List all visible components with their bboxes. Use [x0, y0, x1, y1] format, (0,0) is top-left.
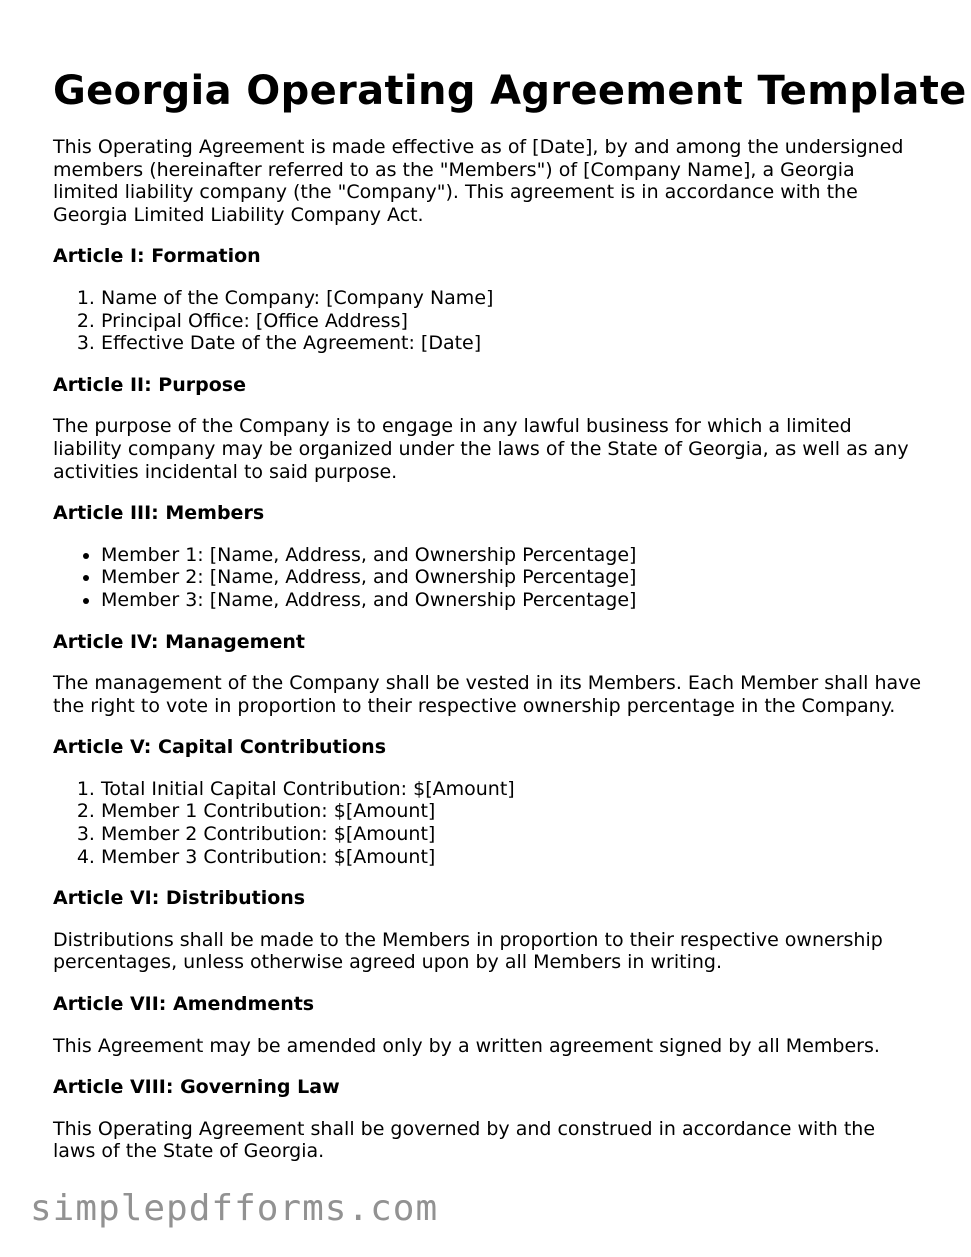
article-1-heading: Article I: Formation: [53, 245, 261, 268]
article-5-heading: Article V: Capital Contributions: [53, 736, 387, 759]
document-title: Georgia Operating Agreement Template: [53, 68, 967, 114]
article-3-list: [53, 544, 923, 612]
article-4-text: The management of the Company shall be vested in its Members. Each Member shall have the right to vote in proportion to their respective ownership percentage in the Company.: [53, 672, 922, 717]
list-item: • Member 1: [Name, Address, and Ownership Percentage]: [101, 544, 923, 567]
article-6-heading: Article VI: Distributions: [53, 887, 306, 910]
article-5-list: [53, 778, 923, 868]
list-item: 2. Principal Office: [Office Address]: [101, 310, 923, 333]
list-item: 1. Name of the Company: [Company Name]: [101, 287, 923, 310]
article-4-heading: Article IV: Management: [53, 630, 305, 653]
list-item: 4. Member 3 Contribution: $[Amount]: [101, 846, 923, 869]
article-7-text: This Agreement may be amended only by a written agreement signed by all Members.: [53, 1034, 880, 1057]
list-item: 3. Member 2 Contribution: $[Amount]: [101, 823, 923, 846]
article-8-heading: Article VIII: Governing Law: [53, 1076, 340, 1099]
article-8-text: This Operating Agreement shall be governed by and construed in accordance with the laws of the State of Georgia.: [53, 1117, 876, 1163]
list-item: 2. Member 1 Contribution: $[Amount]: [101, 800, 923, 823]
article-3-heading: Article III: Members: [53, 502, 265, 525]
list-item: 1. Total Initial Capital Contribution: $[Amount]: [101, 778, 923, 801]
article-1-list: [53, 287, 923, 355]
intro-paragraph: This Operating Agreement is made effective as of [Date], by and among the undersigned members (hereinafter referred to as the "Members") of [Company Name], a Georgia limited liability company (the "Company"). This agreement is in accordance with the Georgia Limited Liability Company Act.: [53, 136, 904, 226]
document-body: [53, 66, 967, 1182]
list-item: • Member 2: [Name, Address, and Ownership Percentage]: [101, 566, 923, 589]
watermark: simplepdfforms.com: [30, 1188, 439, 1229]
list-item: • Member 3: [Name, Address, and Ownership Percentage]: [101, 589, 923, 612]
article-6-text: Distributions shall be made to the Members in proportion to their respective ownership percentages, unless otherwise agreed upon by all Members in writing.: [53, 928, 883, 974]
article-7-heading: Article VII: Amendments: [53, 993, 315, 1016]
article-2-heading: Article II: Purpose: [53, 373, 246, 396]
article-2-text: The purpose of the Company is to engage in any lawful business for which a limited liability company may be organized under the laws of the State of Georgia, as well as any activities incidental to said purpose.: [53, 415, 909, 483]
list-item: 3. Effective Date of the Agreement: [Date]: [101, 332, 923, 355]
